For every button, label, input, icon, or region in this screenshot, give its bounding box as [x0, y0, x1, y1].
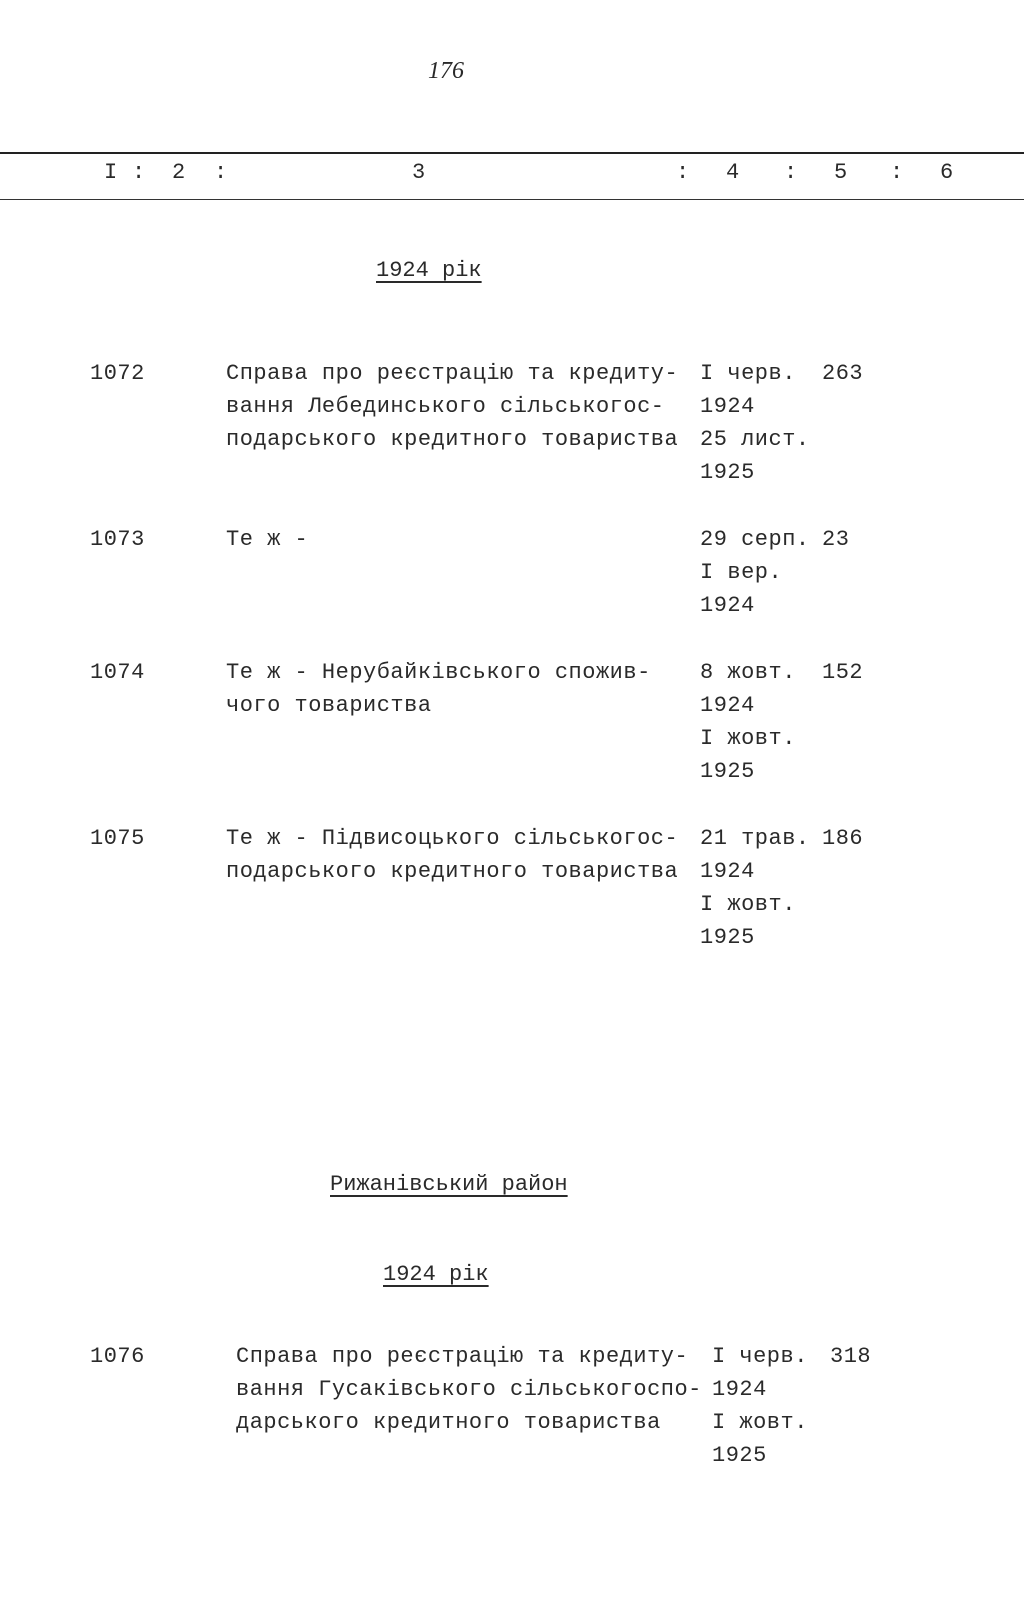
item-sheet-count: 186	[822, 826, 864, 851]
item-sheet-count: 23	[822, 527, 850, 552]
year-heading: 1924 рік	[376, 258, 482, 283]
item-description-line: Те ж -	[226, 527, 309, 552]
col-header-4: 4	[726, 160, 740, 185]
col-header-5: 5	[834, 160, 848, 185]
item-sheet-count: 263	[822, 361, 864, 386]
item-description-line: Справа про реєстрацію та кредиту-	[226, 361, 679, 386]
item-description-line: Те ж - Підвисоцького сільськогос-	[226, 826, 679, 851]
col-header-sep: :	[890, 160, 904, 185]
col-header-2: 2	[172, 160, 186, 185]
item-number: 1075	[90, 826, 145, 851]
item-date-line: 21 трав.	[700, 826, 810, 851]
header-top-rule	[0, 152, 1024, 154]
item-date-line: 1925	[700, 460, 755, 485]
col-header-sep: :	[676, 160, 690, 185]
item-date-line: 29 серп.	[700, 527, 810, 552]
item-date-line: 1924	[700, 859, 755, 884]
item-sheet-count: 152	[822, 660, 864, 685]
item-sheet-count: 318	[830, 1344, 872, 1369]
header-bottom-rule	[0, 199, 1024, 200]
item-date-line: 8 жовт.	[700, 660, 796, 685]
item-description-line: вання Гусаківського сільськогоспо-	[236, 1377, 702, 1402]
year-heading: 1924 рік	[383, 1262, 489, 1287]
col-header-1: I	[104, 160, 118, 185]
item-number: 1076	[90, 1344, 145, 1369]
item-date-line: 25 лист.	[700, 427, 810, 452]
item-date-line: I вер.	[700, 560, 783, 585]
item-description-line: подарського кредитного товариства	[226, 427, 679, 452]
item-date-line: 1924	[712, 1377, 767, 1402]
item-description-line: Справа про реєстрацію та кредиту-	[236, 1344, 689, 1369]
col-header-3: 3	[412, 160, 426, 185]
item-date-line: I жовт.	[700, 726, 796, 751]
item-date-line: 1924	[700, 693, 755, 718]
col-header-sep: :	[132, 160, 146, 185]
item-date-line: 1925	[700, 759, 755, 784]
item-description-line: подарського кредитного товариства	[226, 859, 679, 884]
col-header-sep: :	[784, 160, 798, 185]
page-number: 176	[428, 58, 464, 84]
item-date-line: 1925	[700, 925, 755, 950]
item-description-line: чого товариства	[226, 693, 432, 718]
item-date-line: 1925	[712, 1443, 767, 1468]
item-description-line: дарського кредитного товариства	[236, 1410, 661, 1435]
col-header-6: 6	[940, 160, 954, 185]
item-date-line: I жовт.	[700, 892, 796, 917]
item-date-line: I черв.	[712, 1344, 808, 1369]
item-date-line: 1924	[700, 394, 755, 419]
item-number: 1074	[90, 660, 145, 685]
item-date-line: I черв.	[700, 361, 796, 386]
district-heading: Рижанівський район	[330, 1172, 568, 1197]
item-number: 1072	[90, 361, 145, 386]
item-date-line: I жовт.	[712, 1410, 808, 1435]
item-date-line: 1924	[700, 593, 755, 618]
col-header-sep: :	[214, 160, 228, 185]
item-description-line: вання Лебединського сільськогос-	[226, 394, 665, 419]
item-description-line: Те ж - Нерубайківського спожив-	[226, 660, 651, 685]
item-number: 1073	[90, 527, 145, 552]
